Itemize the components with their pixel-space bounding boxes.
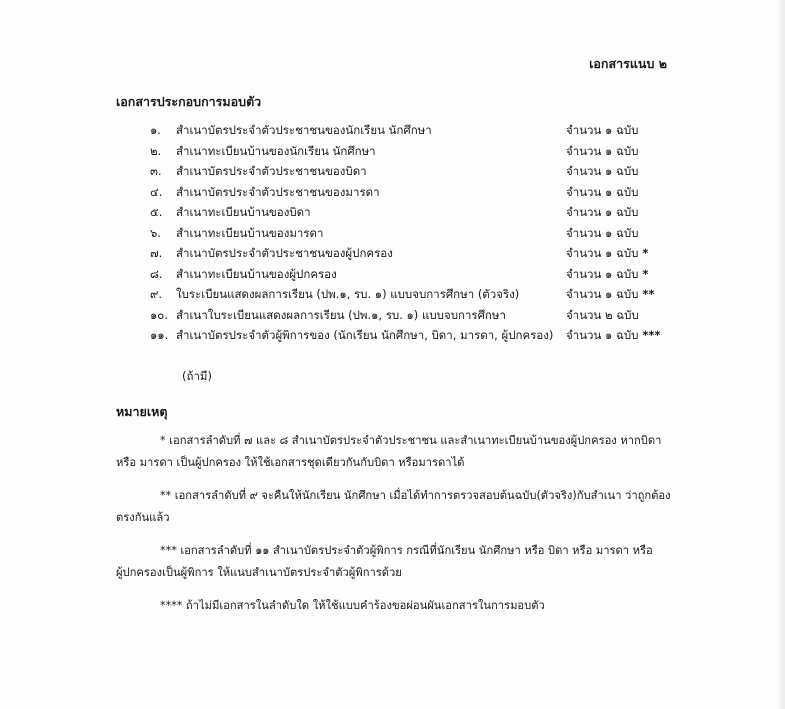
item-description: สำเนาบัตรประจำตัวผู้พิการของ (นักเรียน นักศึกษา, บิดา, มารดา, ผู้ปกครอง) [176, 328, 554, 342]
item-description: สำเนาทะเบียนบ้านของบิดา [176, 205, 311, 219]
document-item-11 [150, 325, 710, 346]
item-description: สำเนาบัตรประจำตัวประชาชนของมารดา [176, 184, 380, 199]
document-title: เอกสารประกอบการมอบตัว [116, 94, 262, 109]
note-line-1: ** เอกสารลำดับที่ ๙ จะคืนให้นักเรียน นักศึกษา เมื่อได้ทำการตรวจสอบต้นฉบับ(ตัวจริง)กับสำเนา ว่าถูกต้อง [160, 489, 671, 502]
document-list [150, 120, 710, 346]
item-number: ๑. [150, 123, 161, 137]
item-footnote-mark: ** [642, 287, 655, 301]
note-2 [116, 485, 706, 529]
item-footnote-mark: * [642, 266, 649, 281]
document-item-7 [150, 243, 710, 264]
note-line-1: **** ถ้าไม่มีเอกสารในลำดับใด ให้ใช้แบบคำร้องขอผ่อนผันเอกสารในการมอบตัว [160, 599, 545, 612]
item-number: ๔. [150, 184, 163, 199]
document-item-3 [150, 161, 710, 182]
item-number: ๑๐. [150, 307, 168, 322]
item-footnote-mark: * [642, 246, 649, 260]
item-quantity: จำนวน ๑ ฉบับ [566, 143, 639, 158]
document-item-2 [150, 141, 710, 162]
item-number: ๙. [150, 287, 163, 301]
note-line-1: * เอกสารลำดับที่ ๗ และ ๘ สำเนาบัตรประจำตัวประชาชน และสำเนาทะเบียนบ้านของผู้ปกครอง หากบิดา [160, 434, 662, 447]
item-quantity: จำนวน ๑ ฉบับ [566, 123, 639, 137]
document-item-4 [150, 182, 710, 203]
document-item-9 [150, 284, 710, 305]
appendix-label: เอกสารแนบ ๒ [589, 56, 667, 71]
item-description: สำเนาทะเบียนบ้านของมารดา [176, 225, 324, 240]
item-quantity: จำนวน ๑ ฉบับ * [566, 266, 649, 281]
item-quantity: จำนวน ๑ ฉบับ [566, 205, 639, 219]
item-description: สำเนาทะเบียนบ้านของนักเรียน นักศึกษา [176, 143, 376, 158]
note-line-1: *** เอกสารลำดับที่ ๑๑ สำเนาบัตรประจำตัวผู้พิการ กรณีที่นักเรียน นักศึกษา หรือ บิดา หรือ มารดา หรือ [160, 544, 653, 557]
item-quantity: จำนวน ๑ ฉบับ [566, 225, 639, 240]
item-11-continuation: (ถ้ามี) [182, 369, 212, 383]
item-footnote-mark: *** [642, 328, 661, 342]
item-quantity: จำนวน ๒ ฉบับ [566, 307, 639, 322]
note-line-2: ตรงกันแล้ว [116, 511, 170, 524]
page-edge-shadow [777, 0, 785, 709]
item-quantity: จำนวน ๑ ฉบับ [566, 164, 639, 178]
note-1 [116, 430, 706, 474]
item-description: สำเนาบัตรประจำตัวประชาชนของผู้ปกครอง [176, 246, 393, 260]
item-description: ใบระเบียนแสดงผลการเรียน (ปพ.๑, รบ. ๑) แบบจบการศึกษา (ตัวจริง) [176, 287, 520, 301]
document-item-5 [150, 202, 710, 223]
item-quantity: จำนวน ๑ ฉบับ ** [566, 287, 655, 301]
notes-heading: หมายเหตุ [116, 404, 168, 419]
item-number: ๖. [150, 225, 161, 240]
item-description: สำเนาใบระเบียนแสดงผลการเรียน (ปพ.๑, รบ. ๑) แบบจบการศึกษา [176, 307, 506, 322]
item-number: ๑๑. [150, 328, 169, 342]
document-item-1 [150, 120, 710, 141]
item-quantity: จำนวน ๑ ฉบับ [566, 184, 639, 199]
document-item-6 [150, 223, 710, 244]
item-description: สำเนาบัตรประจำตัวประชาชนของนักเรียน นักศึกษา [176, 123, 432, 137]
document-item-8 [150, 264, 710, 285]
document-item-10 [150, 305, 710, 326]
note-3 [116, 540, 706, 584]
item-quantity: จำนวน ๑ ฉบับ *** [566, 328, 661, 342]
note-line-2: หรือ มารดา เป็นผู้ปกครอง ให้ใช้เอกสารชุดเดียวกันกับบิดา หรือมารดาได้ [116, 456, 465, 469]
item-description: สำเนาทะเบียนบ้านของผู้ปกครอง [176, 266, 337, 281]
note-4 [116, 595, 706, 617]
item-description: สำเนาบัตรประจำตัวประชาชนของบิดา [176, 164, 367, 178]
item-number: ๓. [150, 164, 162, 178]
item-number: ๗. [150, 246, 163, 260]
item-number: ๒. [150, 143, 162, 158]
item-number: ๕. [150, 205, 163, 219]
item-quantity: จำนวน ๑ ฉบับ * [566, 246, 649, 260]
item-number: ๘. [150, 266, 163, 281]
note-line-2: ผู้ปกครองเป็นผู้พิการ ให้แนบสำเนาบัตรประจำตัวผู้พิการด้วย [116, 566, 402, 579]
